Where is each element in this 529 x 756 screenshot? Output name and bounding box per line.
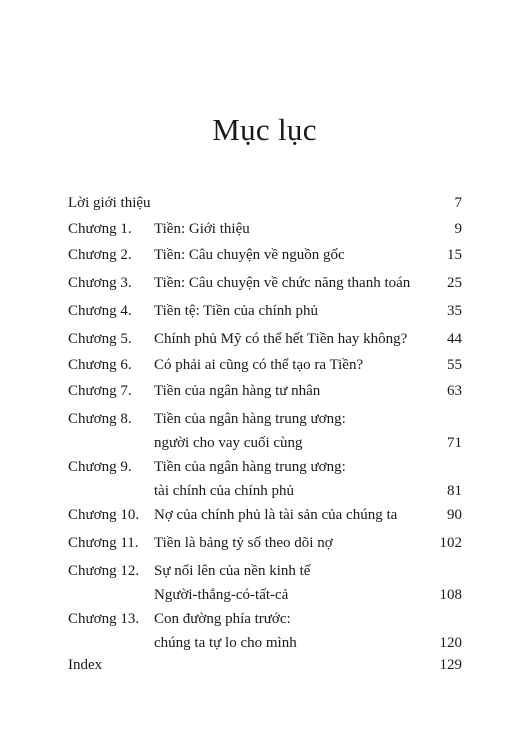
toc-entry [68, 275, 462, 292]
toc-chapter-label: Chương 10. [68, 507, 140, 523]
toc-entry-title: Sự nổi lên của nền kinh tế [154, 563, 311, 579]
toc-chapter-label: Chương 3. [68, 275, 132, 291]
toc-entry-title: Lời giới thiệu [68, 195, 151, 211]
toc-page-number: 81 [447, 483, 462, 499]
toc-entry-title: Chính phủ Mỹ có thể hết Tiền hay không? [154, 331, 408, 347]
toc-entry-title: tài chính của chính phủ [154, 483, 294, 499]
toc-entry-title: Tiền là bảng tỷ số theo dõi nợ [154, 535, 333, 551]
toc-chapter-label: Chương 2. [68, 247, 132, 263]
toc-chapter-label: Chương 12. [68, 563, 140, 579]
toc-chapter-label: Chương 13. [68, 611, 140, 627]
toc-entry [68, 303, 462, 320]
toc-entry [68, 221, 462, 238]
toc-page-number: 9 [454, 221, 462, 237]
toc-entry-title: Tiền của ngân hàng tư nhân [154, 383, 321, 399]
toc-chapter-label: Chương 1. [68, 221, 132, 237]
toc-entry [68, 331, 462, 348]
toc-entry-title: Con đường phía trước: [154, 611, 291, 627]
toc-entry [68, 535, 462, 552]
toc-chapter-label: Chương 5. [68, 331, 132, 347]
toc-page-number: 35 [447, 303, 462, 319]
toc-entry-title: Tiền của ngân hàng trung ương: [154, 459, 346, 475]
toc-chapter-label: Chương 8. [68, 411, 132, 427]
toc-entry-title: Có phải ai cũng có thể tạo ra Tiền? [154, 357, 364, 373]
toc-entry [68, 459, 462, 500]
toc-page-number: 90 [447, 507, 462, 523]
toc-page-number: 120 [439, 635, 462, 651]
toc-entry [68, 611, 462, 652]
toc-entry [68, 507, 462, 524]
toc-chapter-label: Chương 4. [68, 303, 132, 319]
page-title: Mục lục [212, 112, 317, 147]
toc-page-number: 129 [439, 657, 462, 673]
toc-chapter-label: Chương 9. [68, 459, 132, 475]
toc-entry-title: Người-thắng-có-tất-cả [154, 587, 289, 603]
toc-page-number: 63 [447, 383, 462, 399]
toc-page-number: 108 [439, 587, 462, 603]
toc-entry [68, 383, 462, 400]
toc-page-number: 44 [447, 331, 462, 347]
toc-entry [68, 563, 462, 604]
toc-entry-title: Tiền: Câu chuyện về nguồn gốc [154, 247, 345, 263]
toc-page-number: 25 [447, 275, 462, 291]
toc-entry [68, 657, 462, 674]
toc-entry [68, 247, 462, 264]
toc-entry-title: Tiền: Giới thiệu [154, 221, 250, 237]
toc-entry-title: Tiền tệ: Tiền của chính phủ [154, 303, 319, 319]
toc-entry-title: Index [68, 657, 103, 673]
toc-entry-title: Tiền: Câu chuyện về chức năng thanh toán [154, 275, 411, 291]
toc-entry [68, 411, 462, 452]
toc-chapter-label: Chương 11. [68, 535, 139, 551]
toc-page-number: 55 [447, 357, 462, 373]
toc-page-number: 102 [439, 535, 462, 551]
toc-entry [68, 357, 462, 374]
toc-entry-title: chúng ta tự lo cho mình [154, 635, 297, 651]
toc-chapter-label: Chương 7. [68, 383, 132, 399]
toc-page-number: 7 [454, 195, 462, 211]
toc-entry [68, 195, 462, 212]
toc-entry-title: Nợ của chính phủ là tài sản của chúng ta [154, 507, 398, 523]
toc-entry-title: Tiền của ngân hàng trung ương: [154, 411, 346, 427]
toc-entry-title: người cho vay cuối cùng [154, 435, 303, 451]
toc-page-number: 71 [447, 435, 462, 451]
toc-chapter-label: Chương 6. [68, 357, 132, 373]
toc-page-number: 15 [447, 247, 462, 263]
